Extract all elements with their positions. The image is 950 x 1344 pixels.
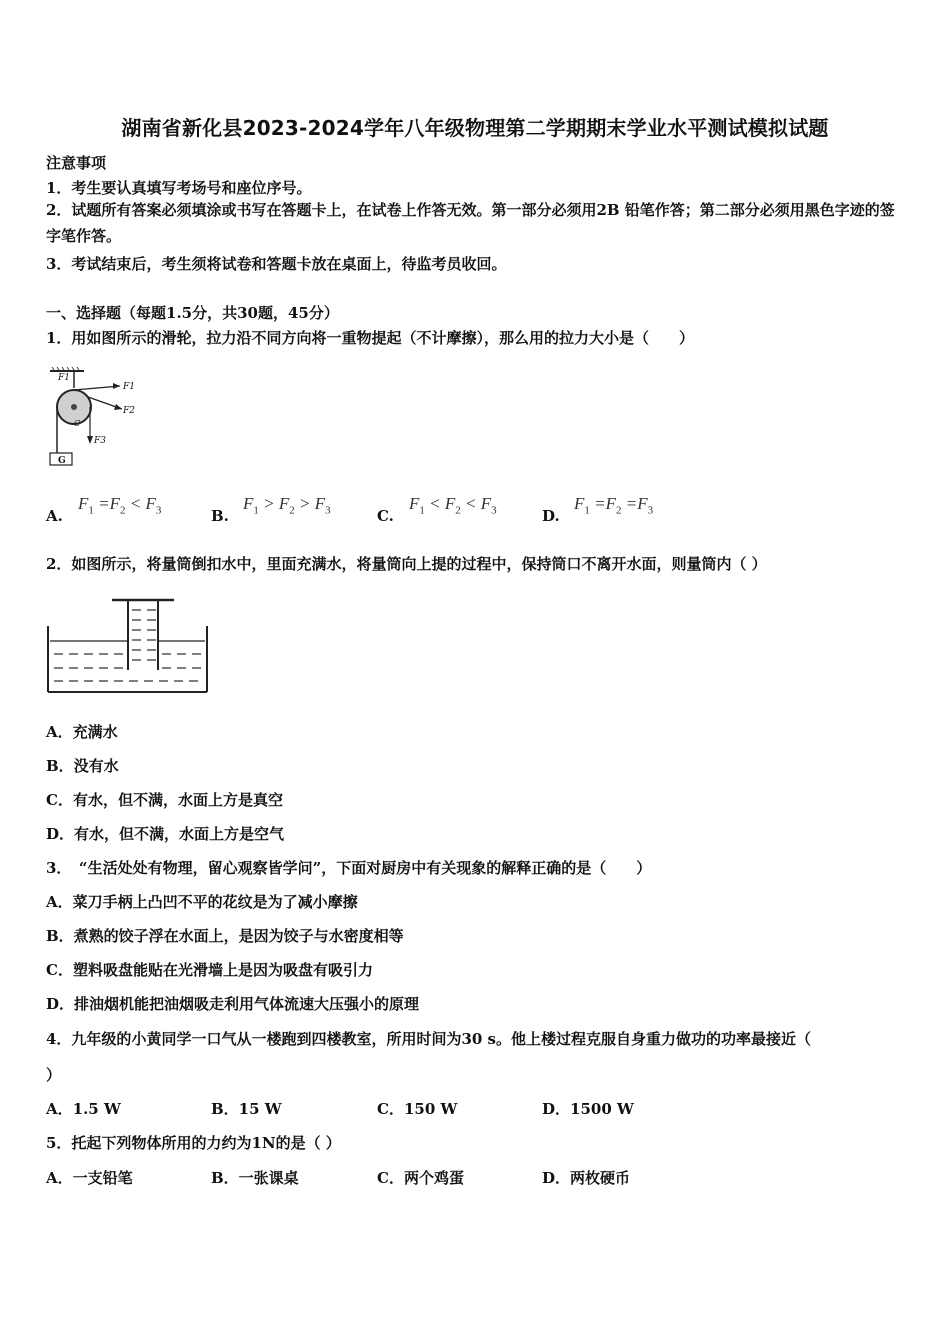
- notice-heading: 注意事项: [46, 154, 107, 172]
- q1-option-c-formula: $F_1 < F_2 < F_3$: [409, 494, 497, 517]
- q2-option-c: C．有水，但不满，水面上方是真空: [46, 791, 283, 809]
- q2-option-a: A．充满水: [46, 723, 118, 741]
- pulley-label-g: G: [58, 456, 66, 466]
- q3-option-d: D．排油烟机能把油烟吸走利用气体流速大压强小的原理: [46, 995, 420, 1013]
- q1-option-a-letter: A.: [46, 507, 63, 525]
- pulley-label-top: F1: [58, 373, 70, 383]
- q4-option-b: B．15 W: [211, 1100, 282, 1118]
- question-5-stem: 5．托起下列物体所用的力约为1N的是（ ）: [46, 1134, 341, 1152]
- notice-item-3: 3．考试结束后，考生须将试卷和答题卡放在桌面上，待监考员收回。: [46, 255, 507, 273]
- q1-option-c-letter: C.: [377, 507, 394, 525]
- pulley-label-c: C: [74, 419, 81, 428]
- cylinder-figure: [44, 592, 210, 696]
- notice-item-1: 1．考生要认真填写考场号和座位序号。: [46, 179, 312, 197]
- question-4-stem: 4．九年级的小黄同学一口气从一楼跑到四楼教室，所用时间为30 s。他上楼过程克服自身重力做功的功率最接近（: [46, 1030, 811, 1048]
- q5-option-c: C．两个鸡蛋: [377, 1169, 464, 1187]
- q1-option-b-letter: B.: [211, 507, 229, 525]
- q5-option-b: B．一张课桌: [211, 1169, 299, 1187]
- q5-option-a: A．一支铅笔: [46, 1169, 133, 1187]
- q4-option-d: D．1500 W: [542, 1100, 634, 1118]
- q2-option-b: B．没有水: [46, 757, 119, 775]
- q1-option-a-formula: $F_1 =F_2 < F_3$: [78, 494, 162, 517]
- q5-option-d: D．两枚硬币: [542, 1169, 631, 1187]
- q3-option-c: C．塑料吸盘能贴在光滑墙上是因为吸盘有吸引力: [46, 961, 373, 979]
- q1-option-b-formula: $F_1 > F_2 > F_3$: [243, 494, 331, 517]
- question-3-stem: 3． “生活处处有物理，留心观察皆学问”，下面对厨房中有关现象的解释正确的是（ ）: [46, 859, 652, 877]
- pulley-label-f1: F1: [123, 382, 135, 392]
- q2-option-d: D．有水，但不满，水面上方是空气: [46, 825, 285, 843]
- section-heading: 一、选择题（每题1.5分，共30题，45分）: [46, 304, 339, 322]
- question-1-stem: 1．用如图所示的滑轮，拉力沿不同方向将一重物提起（不计摩擦），那么用的拉力大小是（ ）: [46, 329, 694, 347]
- q3-option-b: B．煮熟的饺子浮在水面上，是因为饺子与水密度相等: [46, 927, 404, 945]
- q1-option-d-letter: D.: [542, 507, 560, 525]
- q1-option-d-formula: $F_1 =F_2 =F_3$: [574, 494, 654, 517]
- pulley-label-f3: F3: [94, 436, 106, 446]
- page-title: 湖南省新化县2023-2024学年八年级物理第二学期期末学业水平测试模拟试题: [121, 116, 829, 140]
- question-2-stem: 2．如图所示，将量筒倒扣水中，里面充满水，将量筒向上提的过程中，保持筒口不离开水面，则量筒内（ ）: [46, 555, 767, 573]
- q4-option-a: A．1.5 W: [46, 1100, 121, 1118]
- question-4-stem-cont: ）: [46, 1066, 62, 1084]
- notice-item-2: 2．试题所有答案必须填涂或书写在答题卡上，在试卷上作答无效。第一部分必须用2B 铅笔作答；第二部分必须用黑色字迹的签字笔作答。: [46, 201, 895, 245]
- q3-option-a: A．菜刀手柄上凸凹不平的花纹是为了减小摩擦: [46, 893, 358, 911]
- q4-option-c: C．150 W: [377, 1100, 458, 1118]
- pulley-label-f2: F2: [123, 406, 135, 416]
